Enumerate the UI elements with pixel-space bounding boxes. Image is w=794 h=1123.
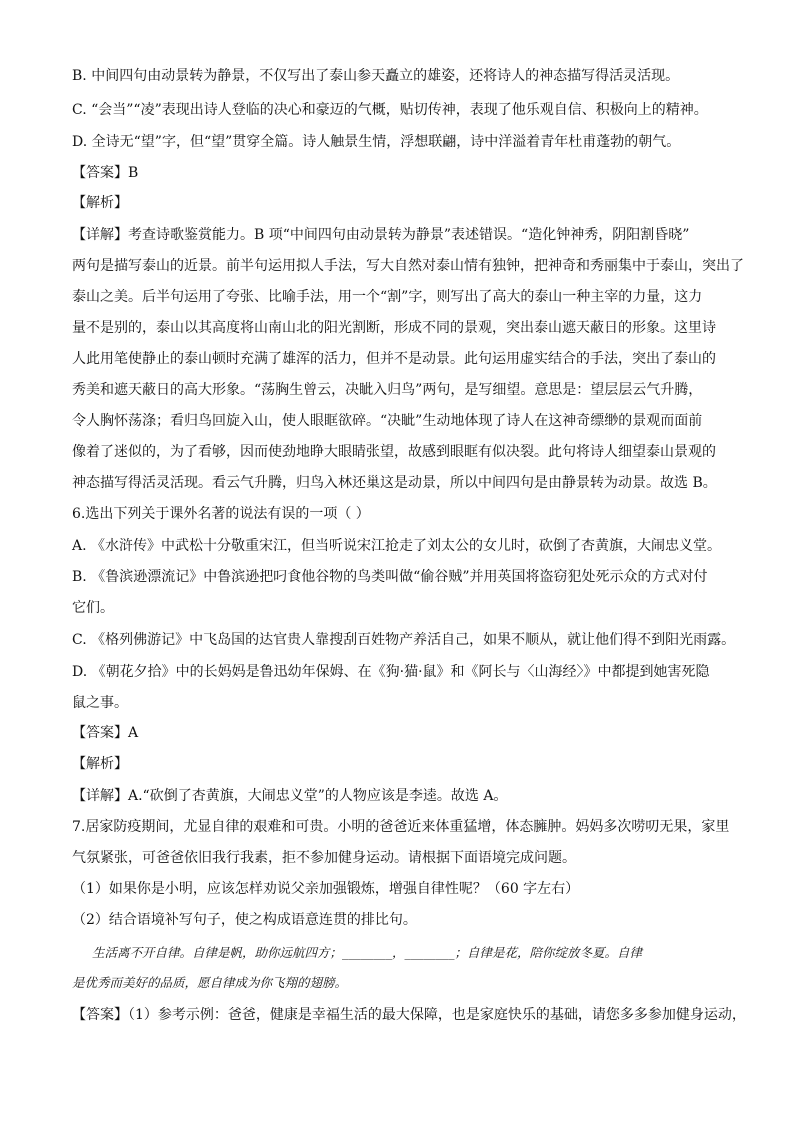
analysis-label-6: 【解析】 (72, 756, 128, 772)
analysis-text-5: 泰山之美。后半句运用了夸张、比喻手法，用一个“割”字，则写出了高大的泰山一种主宰的力量，这力 (72, 289, 703, 305)
analysis-text-5: 【详解】考查诗歌鉴赏能力。B 项“中间四句由动景转为静景”表述错误。“造化钟神秀，阴阳割昏晓” (72, 227, 690, 243)
option-d-poem: D. 全诗无“望”字，但“望”贯穿全篇。诗人触景生情，浮想联翩，诗中洋溢着青年杜甫蓬勃的朝气。 (72, 134, 681, 150)
question-6-option-b-cont: 它们。 (72, 600, 114, 616)
analysis-text-5: 量不是别的，泰山以其高度将山南山北的阳光割断，形成不同的景观，突出泰山遮天蔽日的形象。这里诗 (72, 320, 716, 336)
question-6-option-c: C. 《格列佛游记》中飞岛国的达官贵人靠搜刮百姓物产养活自己，如果不顺从，就让他们得不到阳光雨露。 (72, 632, 736, 648)
question-7-part-1: （1）如果你是小明，应该怎样劝说父亲加强锻炼，增强自律性呢？（60 字左右） (72, 881, 580, 897)
question-7-stem-cont: 气氛紧张，可爸爸依旧我行我素，拒不参加健身运动。请根据下面语境完成问题。 (72, 850, 576, 866)
analysis-text-5: 像着了迷似的，为了看够，因而使劲地睁大眼睛张望，故感到眼眶有似决裂。此句将诗人细望泰山景观的 (72, 444, 716, 460)
question-6-option-d: D. 《朝花夕拾》中的长妈妈是鲁迅幼年保姆、在《狗·猫·鼠》和《阿长与〈山海经〉》中都提到她害死隐 (72, 664, 710, 680)
answer-7: 【答案】（1）参考示例：爸爸，健康是幸福生活的最大保障，也是家庭快乐的基础，请您多多参加健身运动， (72, 1007, 746, 1023)
analysis-text-5: 神态描写得活灵活现。看云气升腾，归鸟入林还巢这是动景，所以中间四句是由静景转为动景。故选 B。 (72, 475, 717, 491)
answer-5: 【答案】B (72, 165, 139, 181)
analysis-text-5: 两句是描写泰山的近景。前半句运用拟人手法，写大自然对泰山情有独钟，把神奇和秀丽集中于泰山，突出了 (72, 258, 744, 274)
question-7-part-2: （2）结合语境补写句子，使之构成语意连贯的排比句。 (72, 912, 417, 928)
question-6-stem: 6.选出下列关于课外名著的说法有误的一项（ ） (72, 506, 370, 522)
passage-line-1: 生活离不开自律。自律是帆，助你远航四方；________，________；自律是花，陪你绽放冬夏。自律 (92, 945, 643, 960)
question-7-stem: 7.居家防疫期间，尤显自律的艰难和可贵。小明的爸爸近来体重猛增，体态臃肿。妈妈多次唠叨无果，家里 (72, 819, 730, 835)
question-6-option-d-cont: 鼠之事。 (72, 695, 128, 711)
analysis-text-5: 人此用笔使静止的泰山顿时充满了雄浑的活力，但并不是动景。此句运用虚实结合的手法，突出了泰山的 (72, 351, 716, 367)
option-b-poem: B. 中间四句由动景转为静景，不仅写出了泰山参天矗立的雄姿，还将诗人的神态描写得活灵活现。 (72, 68, 680, 84)
analysis-label-5: 【解析】 (72, 195, 128, 211)
question-6-option-a: A. 《水浒传》中武松十分敬重宋江，但当听说宋江抢走了刘太公的女儿时，砍倒了杏黄旗，大闹忠义堂。 (72, 538, 722, 554)
question-6-option-b: B. 《鲁滨逊漂流记》中鲁滨逊把叼食他谷物的鸟类叫做“偷谷贼”并用英国将盗窃犯处死示众的方式对付 (72, 569, 708, 585)
passage-block (72, 938, 722, 998)
analysis-text-6: 【详解】A.“砍倒了杏黄旗，大闹忠义堂”的人物应该是李逵。故选 A。 (72, 788, 508, 804)
analysis-text-5: 令人胸怀荡涤；看归鸟回旋入山，使人眼眶欲碎。“决眦”生动地体现了诗人在这神奇缥缈的景观而面前 (72, 413, 703, 429)
analysis-text-5: 秀美和遮天蔽日的高大形象。“荡胸生曾云，决眦入归鸟”两句，是写细望。意思是：望层层云气升腾， (72, 382, 703, 398)
answer-6: 【答案】A (72, 725, 139, 741)
option-c-poem: C. “会当”“凌”表现出诗人登临的决心和豪迈的气概，贴切传神，表现了他乐观自信、积极向上的精神。 (72, 102, 708, 118)
passage-line-2: 是优秀而美好的品质，愿自律成为你飞翔的翅膀。 (72, 975, 348, 990)
